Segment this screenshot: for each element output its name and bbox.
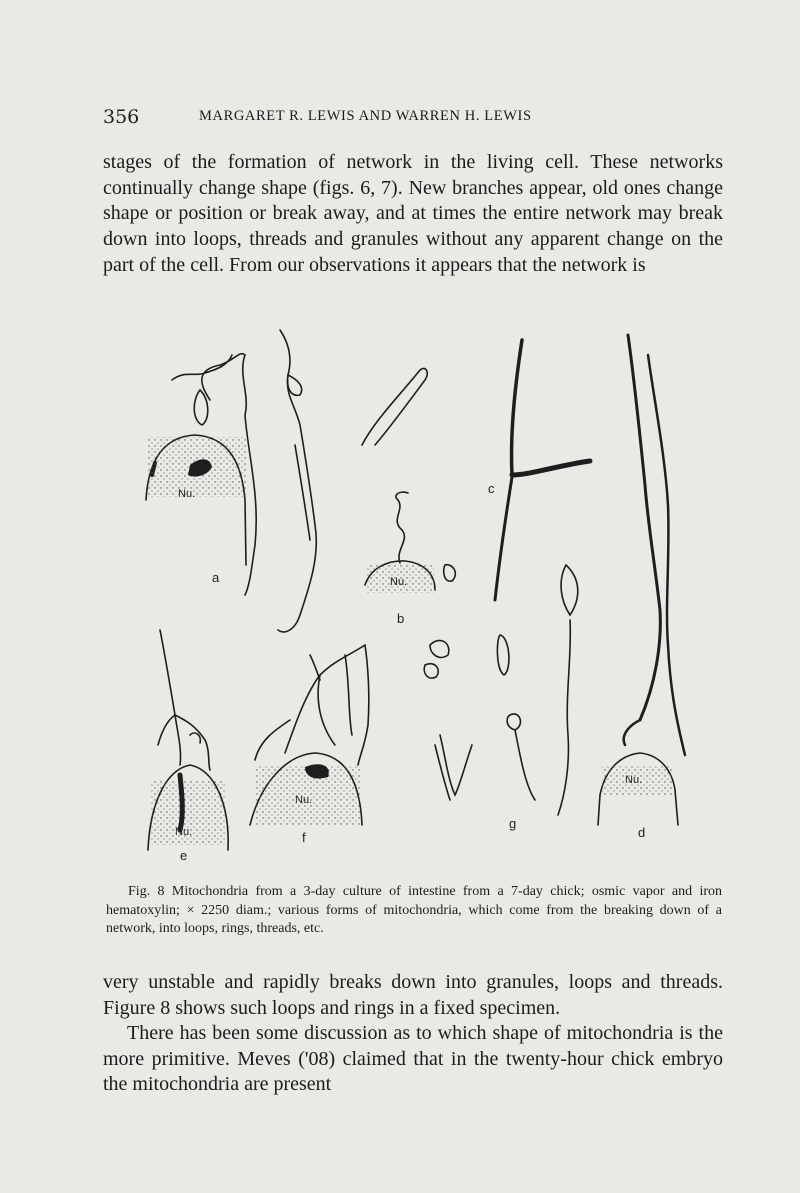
panel-a-drawing bbox=[146, 330, 316, 632]
nucleus-label-d: Nu. bbox=[625, 774, 643, 786]
page-number: 356 bbox=[103, 106, 140, 128]
running-title: MARGARET R. LEWIS AND WARREN H. LEWIS bbox=[199, 108, 532, 124]
figure-8-drawing bbox=[100, 325, 740, 875]
panel-c-drawing bbox=[495, 340, 590, 600]
page-header bbox=[103, 106, 723, 132]
panel-label-f: f bbox=[302, 830, 306, 845]
panel-d-drawing bbox=[598, 335, 685, 825]
panel-label-b: b bbox=[397, 611, 405, 626]
panel-g-drawing bbox=[424, 565, 578, 815]
nucleus-label-b: Nu. bbox=[390, 576, 408, 588]
figure-caption: Fig. 8 Mitochondria from a 3-day culture of intestine from a 7-day chick; osmic vapor and iron hematoxylin; × 2250 diam.; various forms of mitochondria, which come from the breaking down of a network, into loops, rings, threads, etc. bbox=[106, 884, 722, 936]
paragraph-top: stages of the formation of network in the living cell. These networks continually change shape (figs. 6, 7). New branches appear, old ones change shape or position or break away, and at times the entire network may break down into loops, threads and granules without any apparent change on the part of the cell. From our observations it appears that the network is bbox=[103, 151, 723, 276]
panel-label-g: g bbox=[509, 816, 517, 831]
panel-b-drawing bbox=[362, 368, 455, 593]
panel-label-d: d bbox=[638, 825, 646, 840]
nucleus-label-e: Nu. bbox=[175, 826, 193, 838]
panel-label-e: e bbox=[180, 848, 188, 863]
nucleus-label-a: Nu. bbox=[178, 488, 196, 500]
panel-label-c: c bbox=[488, 481, 495, 496]
paragraph-bottom-1: very unstable and rapidly breaks down into granules, loops and threads. Figure 8 shows such loops and rings in a fixed specimen. bbox=[103, 971, 723, 1019]
nucleus-label-f: Nu. bbox=[295, 794, 313, 806]
panel-label-a: a bbox=[212, 570, 220, 585]
paragraph-bottom-2: There has been some discussion as to which shape of mitochondria is the more primitive. Meves ('08) claimed that in the twenty-hour chick embryo the mitochondria are present bbox=[103, 1022, 723, 1096]
panel-e-drawing bbox=[148, 630, 228, 850]
mitochondria-illustration bbox=[100, 325, 740, 875]
